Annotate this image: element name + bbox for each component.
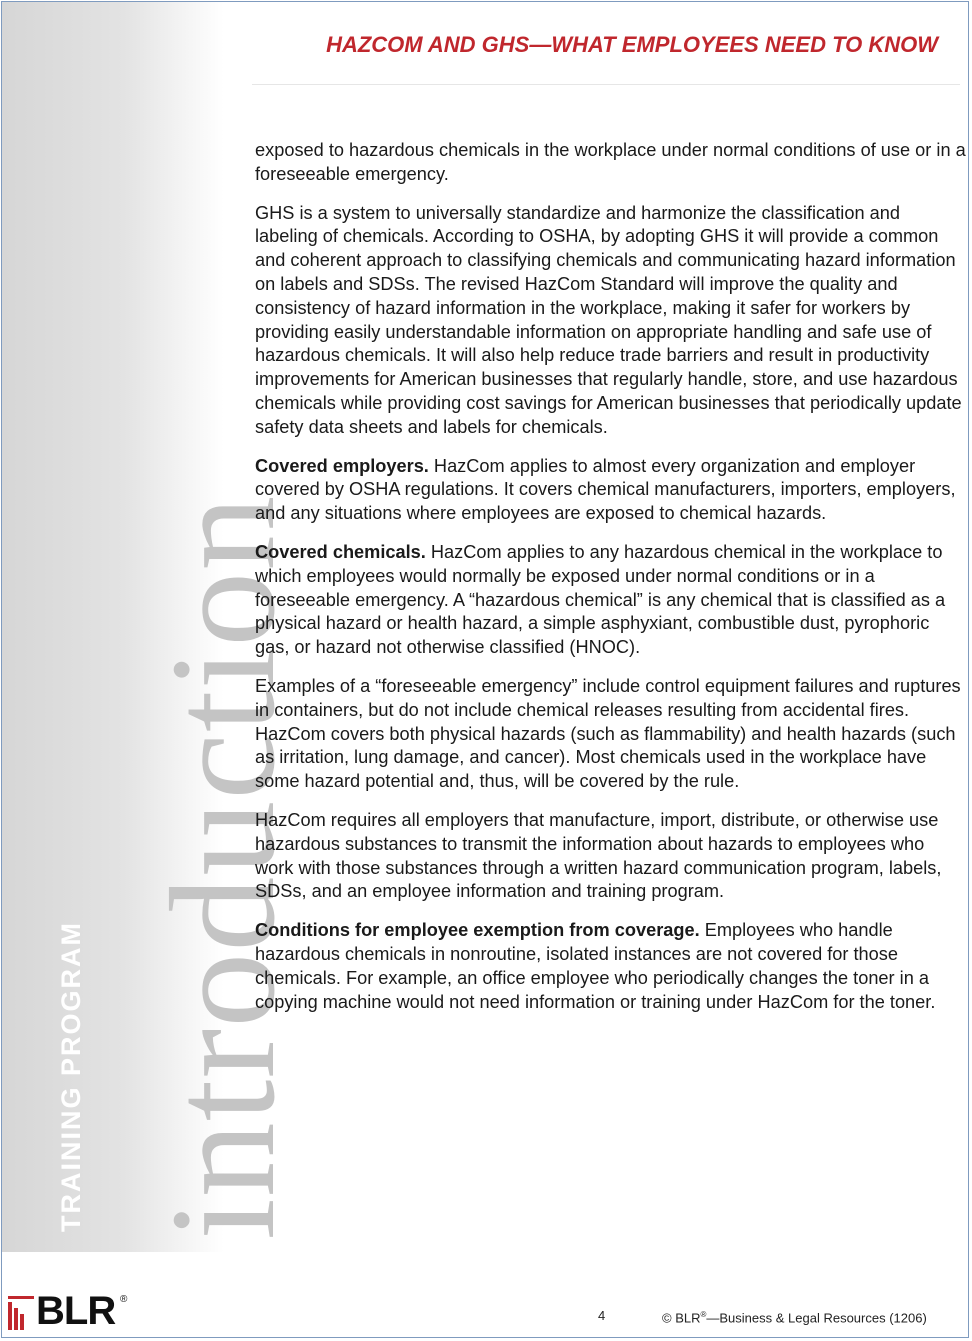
heading-covered-employers: Covered employers.: [255, 455, 429, 476]
paragraph-covered-employers: [255, 455, 967, 526]
text-exemption: Employees who handle hazardous chemicals in nonroutine, isolated instances are not covered for those chemicals. For example, an office employee who periodically changes the toner in a copying machine would not need information or training under HazCom for the toner.: [255, 920, 936, 1012]
heading-exemption: Conditions for employee exemption from coverage.: [255, 920, 700, 941]
copyright-prefix: © BLR: [662, 1310, 701, 1326]
document-body: [255, 139, 967, 1029]
paragraph-exemption: [255, 919, 967, 1014]
heading-covered-chemicals: Covered chemicals.: [255, 541, 426, 562]
text-covered-chemicals: HazCom applies to any hazardous chemical in the workplace to which employees would normally be exposed under normal conditions or in a foreseeable emergency. A “hazardous chemical” is any chemical that is classified as a physical hazard or health hazard, a simple asphyxiant, combustible dust, pyrophoric gas, or hazard not otherwise classified (HNOC).: [255, 541, 946, 658]
training-program-label: TRAINING PROGRAM: [56, 921, 86, 1232]
blr-logo-registered: ®: [120, 1294, 128, 1305]
copyright-registered: ®: [700, 1310, 707, 1319]
copyright-notice: [662, 1310, 927, 1325]
page-title: HAZCOM AND GHS—WHAT EMPLOYEES NEED TO KNOW: [326, 32, 938, 57]
paragraph-intro-continued: exposed to hazardous chemicals in the workplace under normal conditions of use or in a foreseeable emergency.: [255, 140, 966, 184]
paragraph-foreseeable-emergency: Examples of a “foreseeable emergency” include control equipment failures and ruptures in containers, but do not include chemical releases resulting from accidental fires. HazCom covers both physical hazards (such as flammability) and health hazards (such as irritation, lung damage, and cancer). Most chemicals used in the workplace have some hazard potential and, thus, will be covered by the rule.: [255, 675, 961, 792]
copyright-suffix: —Business & Legal Resources (1206): [706, 1310, 927, 1326]
blr-logo-text: BLR: [36, 1289, 116, 1333]
paragraph-ghs: GHS is a system to universally standardize and harmonize the classification and labeling of chemicals. According to OSHA, by adopting GHS it will provide a common and coherent approach to classifying chemicals and communicating hazard information on labels and SDSs. The revised HazCom Standard will improve the quality and consistency of hazard information in the workplace, making it safer for workers by providing easily understandable information on appropriate handling and safe use of hazardous chemicals. It will also help reduce trade barriers and result in productivity improvements for American businesses that regularly handle, store, and use hazardous chemicals while providing cost savings for American businesses that periodically update safety data sheets and labels for chemicals.: [255, 202, 962, 437]
section-word-introduction: introduction: [140, 494, 306, 1240]
paragraph-hazcom-requirements: HazCom requires all employers that manufacture, import, distribute, or otherwise use hazardous substances to transmit the information about hazards to employees who work with those substances through a written hazard communication program, labels, SDSs, and an employee information and training program.: [255, 809, 942, 902]
header-divider: [252, 84, 960, 85]
text-covered-employers: HazCom applies to almost every organization and employer covered by OSHA regulations. It covers chemical manufacturers, importers, employers, and any situations where employees are exposed to chemical hazards.: [255, 455, 956, 524]
page-number: 4: [598, 1308, 606, 1323]
paragraph-covered-chemicals: [255, 541, 967, 660]
blr-logo-mark-icon: [8, 1296, 36, 1330]
